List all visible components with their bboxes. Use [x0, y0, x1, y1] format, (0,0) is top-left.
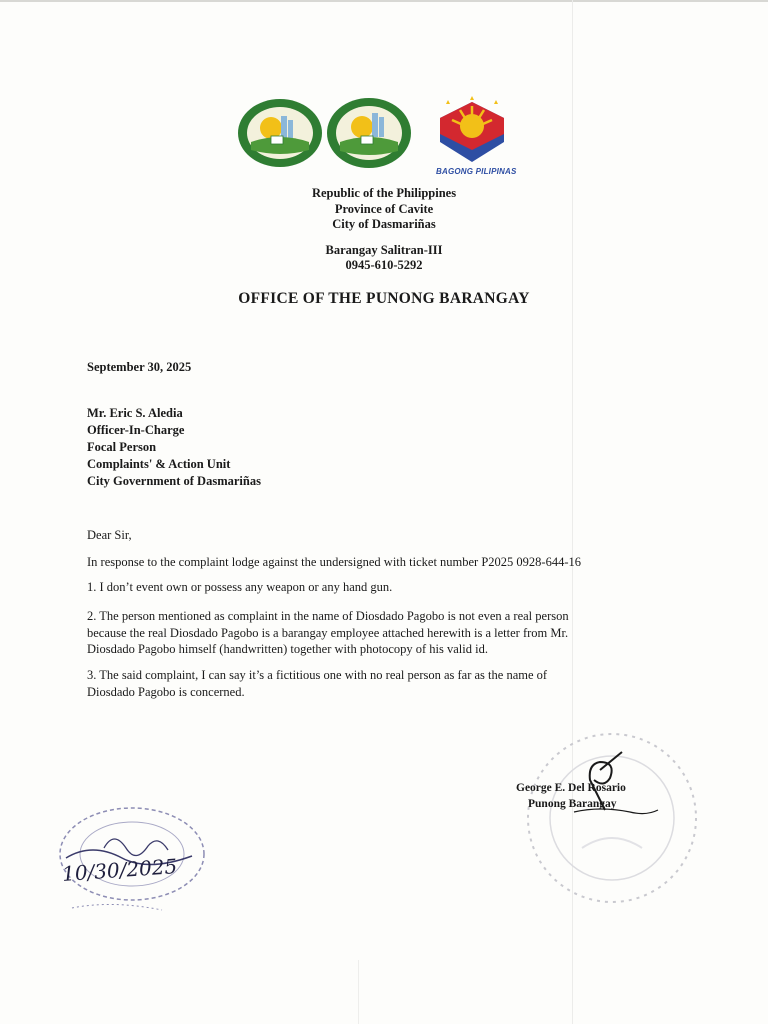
body-point-2-line-3: Diosdado Pagobo himself (handwritten) together with photocopy of his valid id.	[87, 642, 488, 656]
letterhead-province: Province of Cavite	[334, 202, 434, 216]
bagong-pilipinas-label: BAGONG PILIPINAS	[436, 167, 517, 176]
recipient-unit: Complaints' & Action Unit	[87, 457, 231, 471]
recipient-name: Mr. Eric S. Aledia	[87, 406, 183, 420]
letter-date: September 30, 2025	[87, 360, 192, 374]
barangay-seal-logo	[237, 98, 323, 168]
body-point-2-line-2: because the real Diosdado Pagobo is a barangay employee attached herewith is a letter from Mr.	[87, 626, 569, 640]
body-intro: In response to the complaint lodge against the undersigned with ticket number P2025 0928-644-16	[87, 555, 582, 569]
letterhead-republic: Republic of the Philippines	[311, 186, 457, 200]
scan-edge	[0, 0, 768, 2]
paper-fold-line-bottom	[358, 960, 359, 1024]
recipient-role: Focal Person	[87, 440, 157, 454]
body-point-1: 1. I don’t event own or possess any weapon or any hand gun.	[87, 580, 393, 594]
letterhead-barangay: Barangay Salitran-III	[325, 243, 443, 257]
body-point-3-line-2: Diosdado Pagobo is concerned.	[87, 685, 245, 699]
received-handwritten-date: 10/30/2025	[61, 854, 178, 886]
letterhead-phone: 0945-610-5292	[345, 258, 423, 272]
bagong-pilipinas-logo	[434, 96, 510, 168]
recipient-org: City Government of Dasmariñas	[87, 474, 261, 488]
salutation: Dear Sir,	[87, 528, 132, 542]
letterhead-city: City of Dasmariñas	[332, 217, 436, 231]
body-point-3-line-1: 3. The said complaint, I can say it’s a fictitious one with no real person as far as the name of	[87, 668, 548, 682]
office-title: OFFICE OF THE PUNONG BARANGAY	[238, 290, 530, 307]
signatory-name: George E. Del Rosario	[516, 782, 626, 794]
body-point-2-line-1: 2. The person mentioned as complaint in the name of Diosdado Pagobo is not even a real person	[87, 609, 569, 623]
city-dasmarinas-seal-logo	[326, 97, 412, 169]
recipient-position: Officer-In-Charge	[87, 423, 185, 437]
signatory-title: Punong Barangay	[528, 798, 617, 810]
